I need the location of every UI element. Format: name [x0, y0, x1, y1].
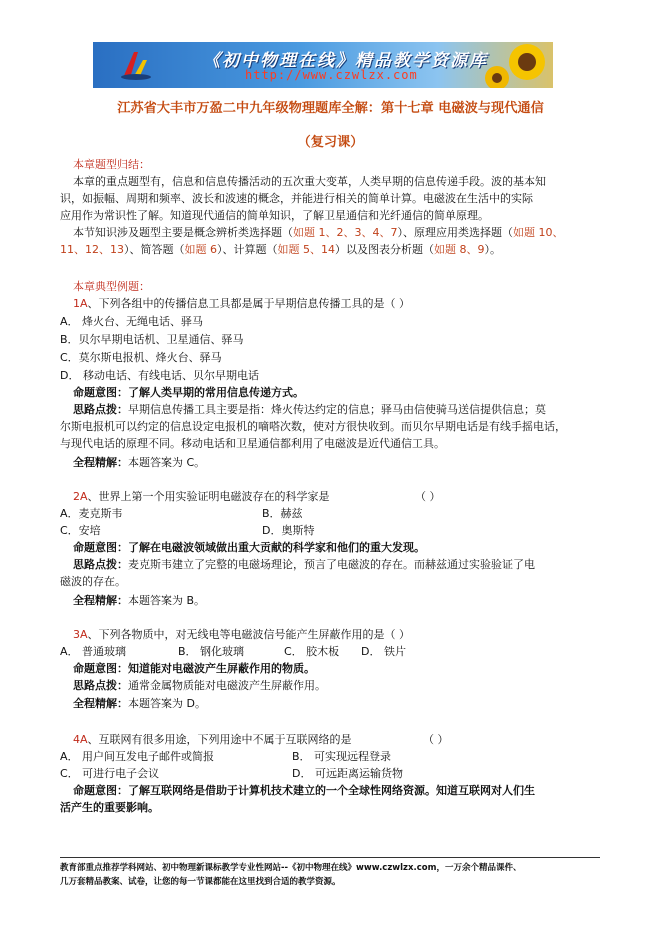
page-title: 江苏省大丰市万盈二中九年级物理题库全解：第十七章 电磁波与现代通信: [117, 101, 544, 116]
question-2-intent: 命题意图：了解在电磁波领域做出重大贡献的科学家和他们的重大发现。: [73, 541, 425, 554]
question-2-answer: 全程精解：本题答案为 B。: [73, 594, 206, 607]
header-banner: [93, 42, 553, 88]
footer-divider: [60, 857, 600, 858]
summary-heading: 本章题型归结：: [73, 158, 150, 171]
question-2-stem: 2A、世界上第一个用实验证明电磁波存在的科学家是: [73, 490, 330, 503]
summary-p2-line2: 11、12、13）、简答题（如题 6）、计算题（如题 5、14）以及图表分析题（如题 8、9）。: [60, 243, 501, 256]
question-4-option-d: D． 可远距离运输货物: [292, 767, 403, 780]
question-1-option-a: A． 烽火台、无绳电话、驿马: [60, 315, 204, 328]
question-3-stem: 3A、下列各物质中，对无线电等电磁波信号能产生屏蔽作用的是（ ）: [73, 628, 411, 641]
question-1-option-b: B．贝尔早期电话机、卫星通信、驿马: [60, 333, 244, 346]
question-4-option-b: B． 可实现远程登录: [292, 750, 392, 763]
summary-p2-line1: 本节知识涉及题型主要是概念辨析类选择题（如题 1、2、3、4、7）、原理应用类选择题（如题 10、: [73, 226, 564, 239]
question-4-intent-line2: 活产生的重要影响。: [60, 801, 159, 814]
summary-p1-line1: 本章的重点题型有，信息和信息传播活动的五次重大变革，人类早期的信息传递手段。波的基本知: [73, 175, 546, 188]
question-4-intent-line1: 命题意图：了解互联网络是借助于计算机技术建立的一个全球性网络资源。知道互联网对人们生: [73, 784, 535, 797]
examples-heading: 本章典型例题：: [73, 280, 150, 293]
question-2-option-c: C．安培: [60, 524, 101, 537]
question-4-option-a: A． 用户间互发电子邮件或简报: [60, 750, 215, 763]
question-1-option-d: D． 移动电话、有线电话、贝尔早期电话: [60, 369, 259, 382]
summary-p1-line2: 识，如振幅、周期和频率、波长和波速的概念，并能进行相关的简单计算。电磁波在生活中的实际: [60, 192, 533, 205]
footer-line2: 几万套精品教案、试卷，让您的每一节课都能在这里找到合适的教学资源。: [60, 877, 341, 887]
question-3-option-b: B． 钢化玻璃: [178, 645, 245, 658]
question-2-option-b: B．赫兹: [262, 507, 303, 520]
banner-url[interactable]: http://www.czwlzx.com: [245, 68, 418, 82]
question-2-hint-line2: 磁波的存在。: [60, 575, 126, 588]
question-3-option-c: C． 胶木板: [284, 645, 340, 658]
question-1-answer: 全程精解：本题答案为 C。: [73, 456, 206, 469]
question-3-option-d: D． 铁片: [361, 645, 406, 658]
question-1-intent: 命题意图：了解人类早期的常用信息传递方式。: [73, 386, 304, 399]
question-1-hint-line2: 尔斯电报机可以约定的信息设定电报机的嘀嗒次数，使对方很快收到。而贝尔早期电话是有线手摇电话，: [60, 420, 566, 433]
banner-title: 《初中物理在线》精品教学资源库: [203, 51, 488, 71]
question-1-option-c: C．莫尔斯电报机、烽火台、驿马: [60, 351, 222, 364]
question-3-intent: 命题意图：知道能对电磁波产生屏蔽作用的物质。: [73, 662, 315, 675]
question-4-stem: 4A、互联网有很多用途，下列用途中不属于互联网络的是: [73, 733, 352, 746]
page-subtitle: （复习课）: [297, 135, 364, 150]
question-3-answer: 全程精解：本题答案为 D。: [73, 697, 206, 710]
footer-line1: 教育部重点推荐学科网站、初中物理新课标教学专业性网站--《初中物理在线》www.czwlzx.com，一万余个精品课件、: [60, 863, 522, 873]
summary-p1-line3: 应用作为常识性了解。知道现代通信的简单知识，了解卫星通信和光纤通信的简单原理。: [60, 209, 489, 222]
question-4-paren: （ ）: [423, 733, 449, 746]
question-2-hint-line1: 思路点拨：麦克斯韦建立了完整的电磁场理论，预言了电磁波的存在。而赫兹通过实验验证了电: [73, 558, 535, 571]
question-2-option-a: A．麦克斯韦: [60, 507, 123, 520]
question-2-option-d: D．奥斯特: [262, 524, 315, 537]
question-4-option-c: C． 可进行电子会议: [60, 767, 160, 780]
question-1-stem: 1A、下列各组中的传播信息工具都是属于早期信息传播工具的是（ ）: [73, 297, 411, 310]
site-logo-icon: [119, 48, 153, 82]
question-3-option-a: A． 普通玻璃: [60, 645, 127, 658]
question-1-hint-line3: 与现代电话的原理不同。移动电话和卫星通信都利用了电磁波是近代通信工具。: [60, 437, 445, 450]
question-2-paren: （ ）: [415, 490, 441, 503]
sunflower-icon: [483, 42, 553, 88]
question-1-hint-line1: 思路点拨：早期信息传播工具主要是指：烽火传达约定的信息；驿马由信使骑马送信提供信息；莫: [73, 403, 546, 416]
question-3-hint: 思路点拨：通常金属物质能对电磁波产生屏蔽作用。: [73, 679, 326, 692]
